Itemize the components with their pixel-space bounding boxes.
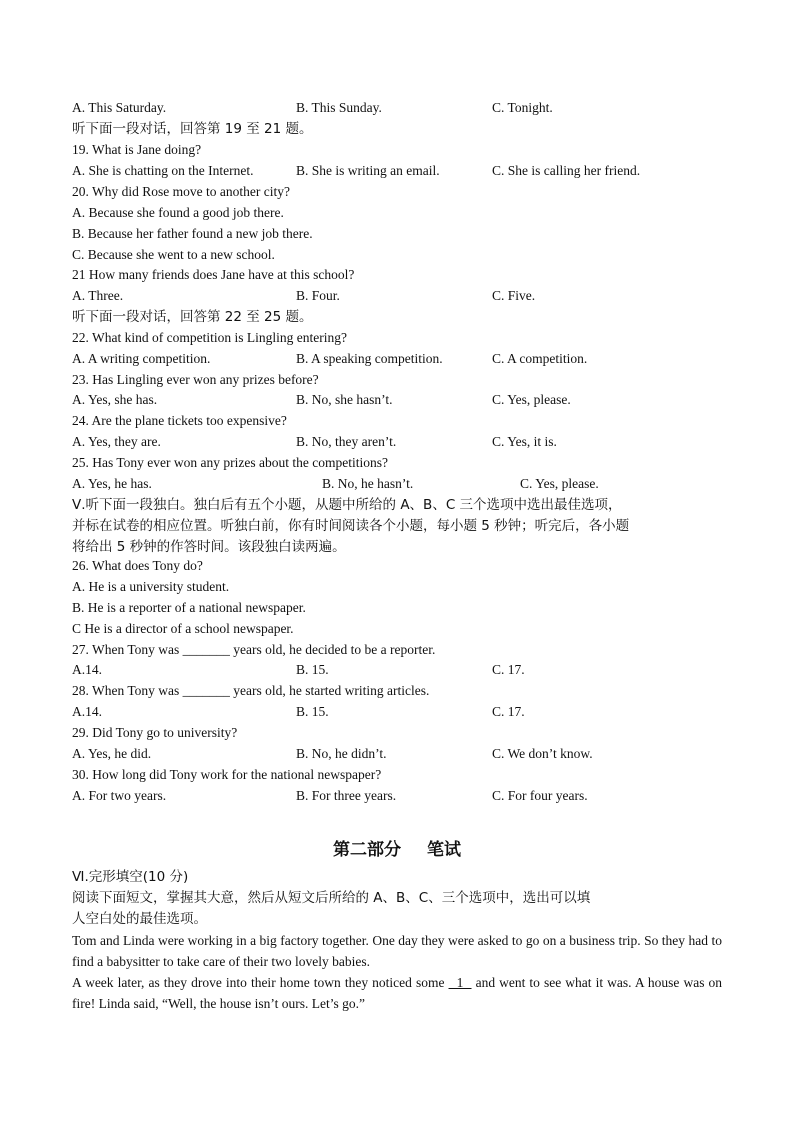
option-b: B. 15.	[296, 704, 329, 719]
option-c: C. 17.	[492, 662, 525, 677]
question-line: 29. Did Tony go to university?	[72, 725, 238, 740]
option-b: B. No, he didn’t.	[296, 746, 387, 761]
option-c: C. Yes, please.	[520, 476, 599, 491]
question-line: 19. What is Jane doing?	[72, 142, 202, 157]
option-a: A. Yes, they are.	[72, 434, 161, 449]
option-c: C. She is calling her friend.	[492, 163, 641, 178]
option-b: B. She is writing an email.	[296, 163, 440, 178]
section6-instr1: 阅读下面短文，掌握其大意，然后从短文后所给的 A、B、C、三个选项中，选出可以填	[72, 890, 591, 906]
option-a: A. She is chatting on the Internet.	[72, 163, 254, 178]
passage-p2-start: A week later, as they drove into their home town they noticed some	[72, 975, 445, 990]
option-c: C. We don’t know.	[492, 746, 593, 761]
section6-heading: Ⅵ.完形填空(10 分)	[72, 869, 189, 885]
question-line: 24. Are the plane tickets too expensive?	[72, 413, 287, 428]
part2-title	[0, 835, 794, 860]
passage-paragraph-2	[72, 972, 722, 1014]
option-a: A.14.	[72, 662, 102, 677]
option-a: A. Three.	[72, 288, 124, 303]
section5-line1: Ⅴ.听下面一段独白。独白后有五个小题，从题中所给的 A、B、C 三个选项中选出最佳选项，	[72, 497, 622, 513]
section-instruction: 听下面一段对话，回答第 22 至 25 题。	[72, 309, 313, 325]
option-a: A.14.	[72, 704, 102, 719]
question-line: 22. What kind of competition is Lingling entering?	[72, 330, 347, 345]
option-b: B. Four.	[296, 288, 340, 303]
question-line: B. He is a reporter of a national newspaper.	[72, 600, 306, 615]
section5-line3: 将给出 5 秒钟的作答时间。该段独白读两遍。	[72, 539, 346, 555]
option-c: C. A competition.	[492, 351, 588, 366]
option-b: B. No, she hasn’t.	[296, 392, 393, 407]
option-b: B. No, he hasn’t.	[322, 476, 414, 491]
option-c: C. For four years.	[492, 788, 588, 803]
question-line: A. He is a university student.	[72, 579, 230, 594]
option-c: C. Five.	[492, 288, 536, 303]
question-line: 23. Has Lingling ever won any prizes before?	[72, 372, 319, 387]
question-line: 30. How long did Tony work for the national newspaper?	[72, 767, 382, 782]
question-line: 28. When Tony was _______ years old, he started writing articles.	[72, 683, 430, 698]
passage-paragraph-1: Tom and Linda were working in a big factory together. One day they were asked to go on a business trip. So they had to find a babysitter to take care of their two lovely babies.	[72, 933, 722, 969]
option-a: A. Yes, he did.	[72, 746, 152, 761]
option-b: B. A speaking competition.	[296, 351, 443, 366]
question-line: 26. What does Tony do?	[72, 558, 203, 573]
option-b: B. For three years.	[296, 788, 397, 803]
part2-title-b: 笔试	[427, 840, 461, 860]
cloze-blank-1: 1	[448, 975, 472, 990]
option-c: C. Yes, please.	[492, 392, 571, 407]
question-line: 25. Has Tony ever won any prizes about the competitions?	[72, 455, 388, 470]
option-a: A. Yes, he has.	[72, 476, 152, 491]
option-c: C. Yes, it is.	[492, 434, 557, 449]
option-b: B. No, they aren’t.	[296, 434, 397, 449]
section5-line2: 并标在试卷的相应位置。听独白前，你有时间阅读各个小题，每小题 5 秒钟；听完后，各小题	[72, 518, 630, 534]
question-line: B. Because her father found a new job there.	[72, 226, 313, 241]
passage-p2-end: and went to see what it was. A house was on fire! Linda said, “Well, the house isn’t ours. Let’s go.”	[72, 975, 723, 1011]
section-instruction: 听下面一段对话，回答第 19 至 21 题。	[72, 121, 313, 137]
option-a: A. Yes, she has.	[72, 392, 158, 407]
part2-title-a: 第二部分	[333, 840, 401, 860]
question-line: 20. Why did Rose move to another city?	[72, 184, 290, 199]
question-line: 27. When Tony was _______ years old, he decided to be a reporter.	[72, 642, 436, 657]
option-a: A. For two years.	[72, 788, 167, 803]
section6-instr2: 人空白处的最佳选项。	[72, 911, 207, 927]
question-line: C He is a director of a school newspaper.	[72, 621, 294, 636]
option-a: A. This Saturday.	[72, 100, 167, 115]
question-line: C. Because she went to a new school.	[72, 247, 275, 262]
question-line: A. Because she found a good job there.	[72, 205, 284, 220]
option-c: C. 17.	[492, 704, 525, 719]
option-b: B. 15.	[296, 662, 329, 677]
option-b: B. This Sunday.	[296, 100, 382, 115]
option-a: A. A writing competition.	[72, 351, 211, 366]
option-c: C. Tonight.	[492, 100, 553, 115]
question-line: 21 How many friends does Jane have at this school?	[72, 267, 355, 282]
